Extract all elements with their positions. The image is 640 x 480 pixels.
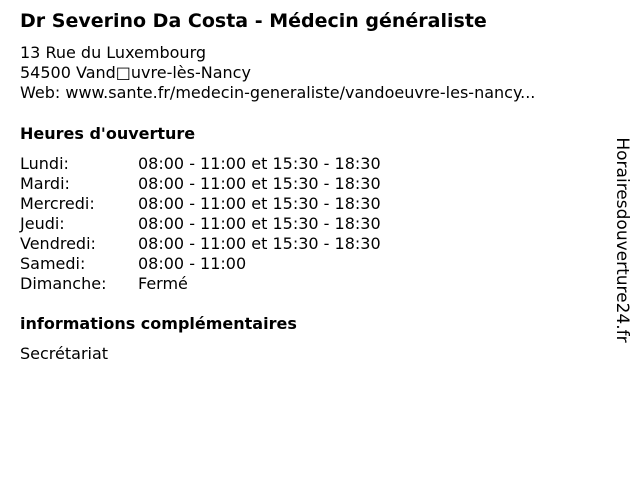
info-text: Secrétariat	[20, 344, 109, 363]
city-address: 54500 Vand□uvre-lès-Nancy	[20, 63, 251, 82]
time-range: 08:00 - 11:00 et 15:30 - 18:30	[138, 154, 381, 173]
day-label: Dimanche:	[20, 274, 107, 293]
day-label: Mardi:	[20, 174, 70, 193]
hours-row-jeudi	[20, 214, 381, 234]
hours-heading: Heures d'ouverture	[20, 124, 196, 143]
site-watermark: Horairesdouverture24.fr	[612, 137, 632, 343]
time-range: 08:00 - 11:00 et 15:30 - 18:30	[138, 194, 381, 213]
hours-row-vendredi	[20, 234, 381, 254]
time-range: 08:00 - 11:00 et 15:30 - 18:30	[138, 234, 381, 253]
page-title: Dr Severino Da Costa - Médecin généraliste	[20, 10, 487, 32]
website-link[interactable]: Web: www.sante.fr/medecin-generaliste/vandoeuvre-les-nancy...	[20, 83, 536, 102]
address-block	[20, 43, 535, 103]
day-label: Samedi:	[20, 254, 86, 273]
hours-row-mardi	[20, 174, 381, 194]
hours-row-lundi	[20, 154, 381, 174]
street-address: 13 Rue du Luxembourg	[20, 43, 207, 62]
time-range: 08:00 - 11:00 et 15:30 - 18:30	[138, 214, 381, 233]
day-label: Vendredi:	[20, 234, 96, 253]
day-label: Lundi:	[20, 154, 69, 173]
time-range: 08:00 - 11:00 et 15:30 - 18:30	[138, 174, 381, 193]
hours-row-mercredi	[20, 194, 381, 214]
day-label: Jeudi:	[20, 214, 65, 233]
time-range: 08:00 - 11:00	[138, 254, 247, 273]
hours-row-dimanche	[20, 274, 381, 294]
hours-row-samedi	[20, 254, 381, 274]
hours-table	[20, 154, 381, 294]
time-range: Fermé	[138, 274, 188, 293]
day-label: Mercredi:	[20, 194, 95, 213]
info-heading: informations complémentaires	[20, 314, 297, 333]
